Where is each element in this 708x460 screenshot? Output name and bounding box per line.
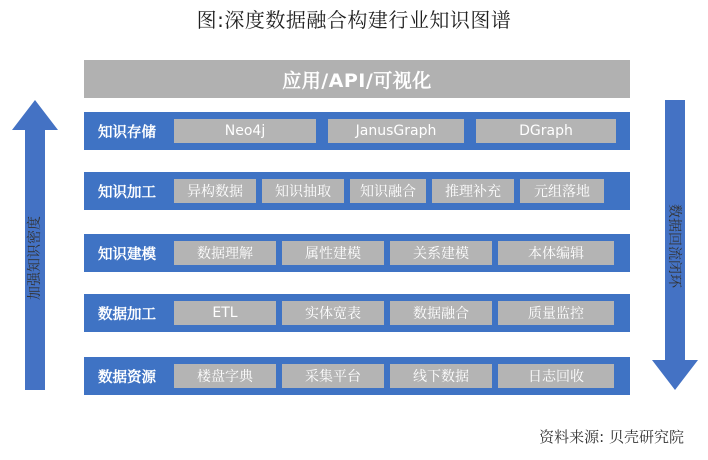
- layer-item: 知识抽取: [262, 179, 344, 203]
- layer-item: 采集平台: [282, 364, 384, 388]
- layer-item: DGraph: [476, 119, 616, 143]
- layer-knowledge-processing: [84, 172, 630, 210]
- layer-item: 知识融合: [350, 179, 426, 203]
- layer-item: 线下数据: [390, 364, 492, 388]
- source-note: 资料来源: 贝壳研究院: [539, 428, 684, 446]
- layer-label: 数据加工: [98, 306, 156, 323]
- layer-item: 推理补充: [432, 179, 514, 203]
- left-arrow-label: 加强知识密度: [27, 216, 43, 300]
- layer-item: 属性建模: [282, 241, 384, 265]
- layer-item: 实体宽表: [282, 301, 384, 325]
- layer-knowledge-storage: [84, 112, 630, 150]
- layer-data-resources: [84, 357, 630, 395]
- right-arrow-label: 数据回流闭环: [666, 204, 682, 288]
- layer-label: 知识建模: [98, 246, 156, 263]
- layer-item: 数据理解: [174, 241, 276, 265]
- layer-item: 楼盘字典: [174, 364, 276, 388]
- layer-item: JanusGraph: [328, 119, 464, 143]
- layer-item: Neo4j: [174, 119, 316, 143]
- layer-item: 本体编辑: [498, 241, 614, 265]
- diagram-title: 图:深度数据融合构建行业知识图谱: [196, 8, 512, 32]
- application-layer-bar: 应用/API/可视化: [84, 60, 630, 98]
- layer-item: 日志回收: [498, 364, 614, 388]
- layer-item: 异构数据: [174, 179, 256, 203]
- layer-item: 数据融合: [390, 301, 492, 325]
- layer-item: 元组落地: [520, 179, 604, 203]
- layer-data-processing: [84, 294, 630, 332]
- layer-item: 关系建模: [390, 241, 492, 265]
- layer-knowledge-modeling: [84, 234, 630, 272]
- layer-label: 知识加工: [98, 184, 156, 201]
- layer-label: 数据资源: [98, 369, 156, 386]
- layer-item: 质量监控: [498, 301, 614, 325]
- layer-item: ETL: [174, 301, 276, 325]
- layer-label: 知识存储: [98, 124, 156, 141]
